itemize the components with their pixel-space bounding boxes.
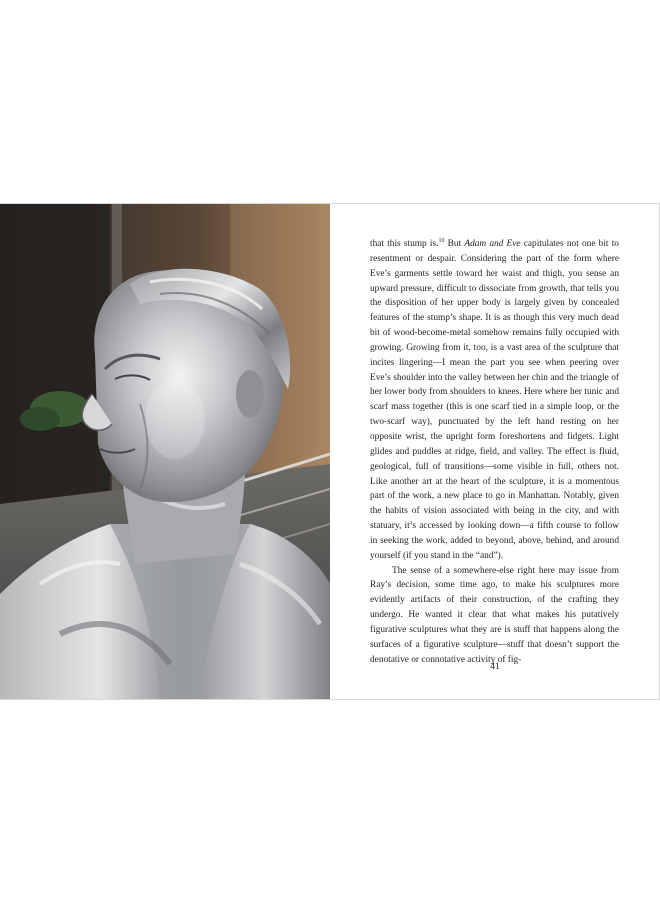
text-run: But xyxy=(444,239,465,249)
italic-title: Adam and Eve xyxy=(464,239,521,249)
sculpture-photo xyxy=(0,204,330,699)
footnote-ref: 10 xyxy=(438,237,445,244)
text-run: that this stump is. xyxy=(370,239,439,249)
body-text xyxy=(370,237,619,667)
book-spread xyxy=(0,203,660,700)
text-run: capitulates not one bit to resentment or despair. Considering the part of the form where Eve’s garments settle toward her waist and thigh, you sense an upward pressure, difficult to dissociate from growth, that tells you the disposition of her upper body is largely given by concealed features of the stump’s shape. It is as though this very much dead bit of wood-become-metal somehow remains fully occupied with growing. Growing from it, too, is a vast area of the sculpture that incites lingering—I mean the part you see when peering over Eve’s shoulder into the valley between her chin and the triangle of her lower body from shoulders to knees. Here where her tunic and scarf mass together (this is one scarf tied in a simple loop, or the two-scarf way), punctuated by the left hand resting on her opposite wrist, the upright form foreshortens and fidgets. Light glides and puddles at ridge, field, and valley. The effect is fluid, geological, full of transitions—some visible in full, others not. Like another art at the heart of the sculpture, it is a momentous part of the work, a new place to go in Manhattan. Notably, given the habits of vision associated with being in the city, and with statuary, it’s accessed by looking down—a fifth course to follow in seeking the work, added to beyond, above, behind, and around yourself (if you stand in the “and”). xyxy=(370,239,619,561)
paragraph xyxy=(370,237,619,564)
text-page xyxy=(330,204,660,699)
text-run: The sense of a somewhere-else right here may issue from Ray’s decision, some time ago, to make his sculptures more evidently artifacts of their construction, of the crafting they undergo. He wanted it clear that what makes his putatively figurative sculptures what they are is stuff that happens along the surfaces of a figurative sculpture—stuff that doesn’t support the denotative or connotative activity of fig- xyxy=(370,565,619,665)
page-number: 41 xyxy=(490,662,500,672)
paragraph xyxy=(370,564,619,668)
